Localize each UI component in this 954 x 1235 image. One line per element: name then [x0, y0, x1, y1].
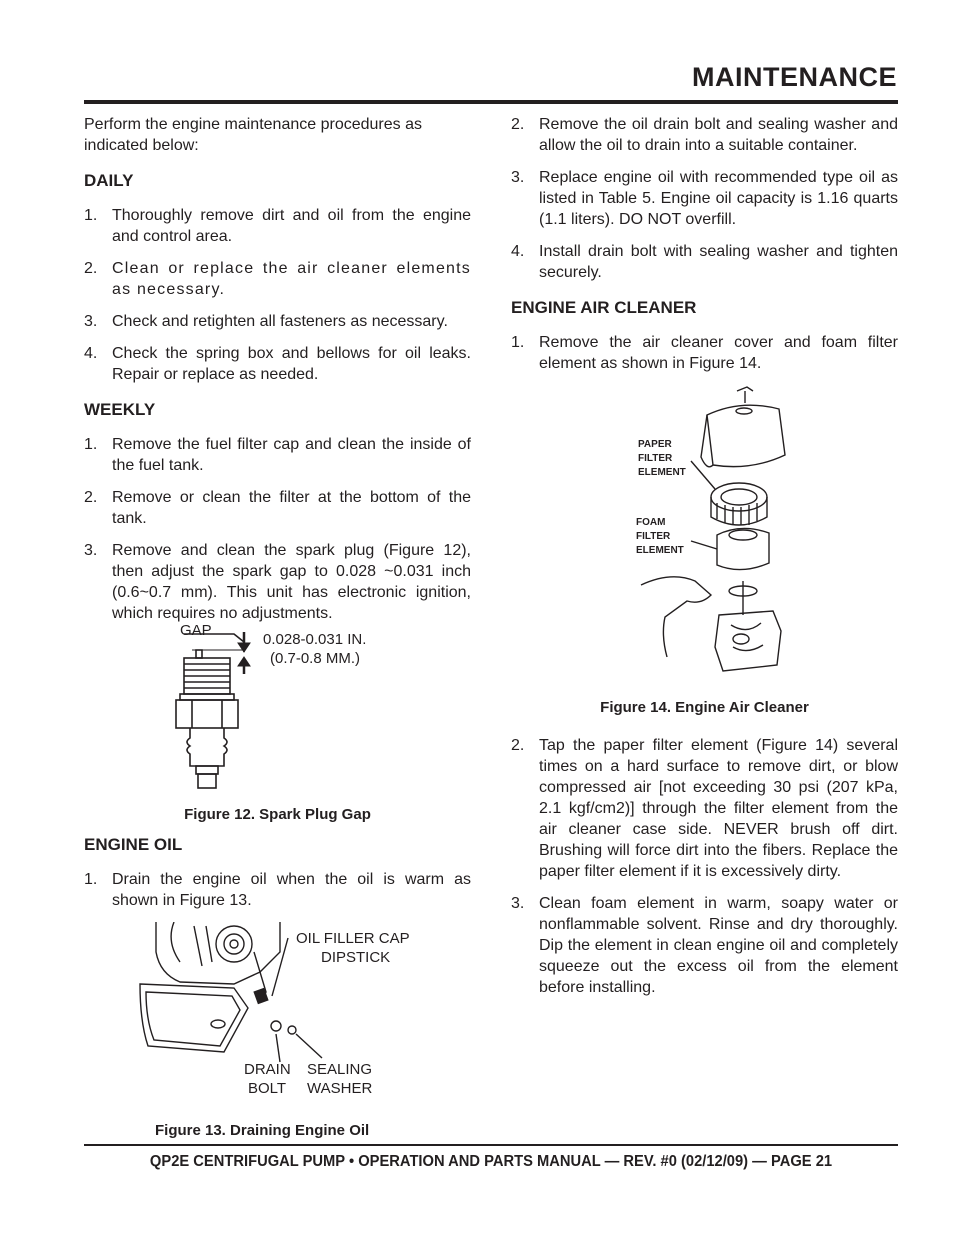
- gap-measure-inches: 0.028-0.031 IN.: [263, 631, 367, 648]
- daily-steps: [84, 205, 471, 385]
- page-footer: QP2E CENTRIFUGAL PUMP • OPERATION AND PARTS MANUAL — REV. #0 (02/12/09) — PAGE 21: [149, 1153, 833, 1170]
- intro-text: Perform the engine maintenance procedures as indicated below:: [84, 116, 422, 154]
- figure-13-caption: Figure 13. Draining Engine Oil: [155, 1122, 370, 1139]
- figure-14: [511, 385, 898, 735]
- list-item: 1. Drain the engine oil when the oil is warm as shown in Figure 13.: [84, 871, 471, 909]
- air-cleaner-heading: ENGINE AIR CLEANER: [511, 298, 697, 317]
- list-item: 1. Remove the air cleaner cover and foam filter element as shown in Figure 14.: [511, 334, 898, 372]
- list-item: 4. Check the spring box and bellows for oil leaks. Repair or replace as needed.: [84, 345, 471, 383]
- paper-label-2: FILTER: [638, 453, 673, 464]
- engine-oil-heading: ENGINE OIL: [84, 835, 183, 854]
- list-item: 2. Clean or replace the air cleaner elements as necessary.: [84, 260, 471, 298]
- right-column: [511, 114, 898, 1009]
- weekly-steps: [84, 434, 471, 624]
- weekly-heading: WEEKLY: [84, 400, 156, 419]
- air-cleaner-steps-continued: [511, 735, 898, 998]
- list-item: 1. Thoroughly remove dirt and oil from the engine and control area.: [84, 207, 471, 245]
- foam-label-2: FILTER: [636, 531, 671, 542]
- figure-14-caption: Figure 14. Engine Air Cleaner: [600, 699, 809, 716]
- drain-label: DRAIN: [244, 1061, 291, 1078]
- page-title: MAINTENANCE: [692, 62, 897, 92]
- list-item: 3. Remove and clean the spark plug (Figure 12), then adjust the spark gap to 0.028 ~0.031 inch (0.6~0.7 mm). This unit has electronic ignition, which requires no adjustments.: [84, 542, 471, 622]
- air-cleaner-illustration: [511, 385, 898, 685]
- footer-rule: [84, 1144, 898, 1146]
- list-item: 3. Check and retighten all fasteners as necessary.: [84, 313, 448, 330]
- washer-label: WASHER: [307, 1080, 373, 1097]
- dipstick-label: DIPSTICK: [321, 949, 391, 966]
- air-cleaner-steps: [511, 332, 898, 374]
- figure-12-caption: Figure 12. Spark Plug Gap: [184, 806, 371, 823]
- list-item: 2. Remove the oil drain bolt and sealing washer and allow the oil to drain into a suitable container.: [511, 116, 898, 154]
- engine-oil-steps: [84, 869, 471, 911]
- oil-filler-cap-label: OIL FILLER CAP: [296, 930, 410, 947]
- list-item: 3. Replace engine oil with recommended type oil as listed in Table 5. Engine oil capacity is 1.16 quarts (1.1 liters). DO NOT overfill.: [511, 169, 898, 228]
- gap-measure-mm: (0.7-0.8 MM.): [270, 650, 361, 667]
- paper-label-1: PAPER: [638, 439, 672, 450]
- bolt-label: BOLT: [248, 1080, 287, 1097]
- list-item: 3. Clean foam element in warm, soapy water or nonflammable solvent. Rinse and dry thoroughly. Dip the element in clean engine oil and completely squeeze out the excess oil from the element before installing.: [511, 895, 898, 996]
- daily-heading: DAILY: [84, 171, 134, 190]
- list-item: 2. Remove or clean the filter at the bottom of the tank.: [84, 489, 471, 527]
- foam-label-1: FOAM: [636, 517, 666, 528]
- left-column: [84, 114, 471, 1152]
- foam-label-3: ELEMENT: [636, 545, 684, 556]
- engine-oil-steps-continued: [511, 114, 898, 283]
- paper-label-3: ELEMENT: [638, 467, 686, 478]
- gap-label: GAP: [180, 622, 212, 639]
- figure-12: [84, 622, 471, 823]
- figure-13: [84, 922, 471, 1152]
- sealing-label: SEALING: [307, 1061, 373, 1078]
- list-item: 4. Install drain bolt with sealing washer and tighten securely.: [511, 243, 898, 281]
- list-item: 2. Tap the paper filter element (Figure 14) several times on a hard surface to remove dirt, or blow compressed air [not exceeding 30 psi (207 kPa, 2.1 kgf/cm2)] through the filter element from the air cleaner case side. NEVER brush off dirt. Brushing will force dirt into the fibers. Replace the paper filter element if it is excessively dirty.: [511, 737, 898, 880]
- header-rule: [84, 100, 898, 104]
- list-item: 1. Remove the fuel filter cap and clean the inside of the fuel tank.: [84, 436, 471, 474]
